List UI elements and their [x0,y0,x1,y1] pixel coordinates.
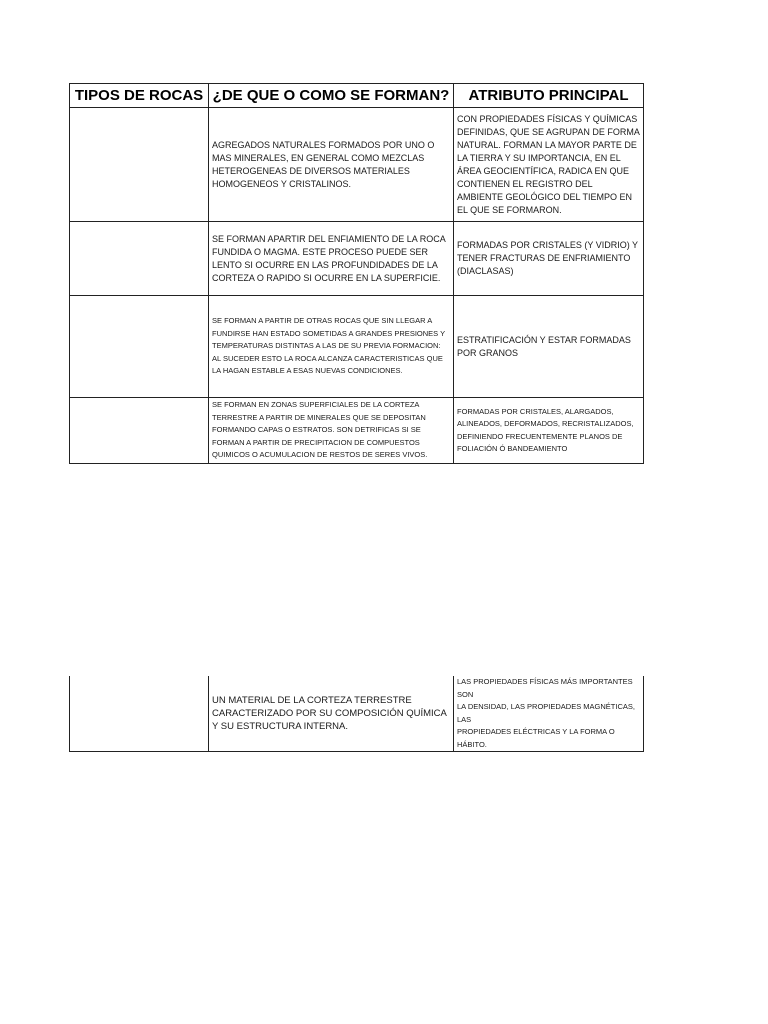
table-row [70,398,644,464]
mineral-table-fragment [69,676,644,752]
header-row [70,84,644,108]
header-tipos-de-rocas: TIPOS DE ROCAS [70,84,209,108]
cell-formacion: AGREGADOS NATURALES FORMADOS POR UNO O MAS MINERALES, EN GENERAL COMO MEZCLAS HETEROGENEAS DE DIVERSOS MATERIALES HOMOGENEOS Y CRISTALINOS. [209,108,454,222]
cell-tipo [70,398,209,464]
table-row [70,222,644,296]
cell-formacion: SE FORMAN APARTIR DEL ENFIAMIENTO DE LA ROCA FUNDIDA O MAGMA. ESTE PROCESO PUEDE SER LENTO SI OCURRE EN LAS PROFUNDIDADES DE LA CORTEZA O RAPIDO SI OCURRE EN LA SUPERFICIE. [209,222,454,296]
cell-tipo [70,676,209,752]
cell-formacion: SE FORMAN EN ZONAS SUPERFICIALES DE LA CORTEZA TERRESTRE A PARTIR DE MINERALES QUE SE DEPOSITAN FORMANDO CAPAS O ESTRATOS. SON DETRIFICAS SI SE FORMAN A PARTIR DE PRECIPITACION DE COMPUESTOS QUIMICOS O ACUMULACION DE RESTOS DE SERES VIVOS. [209,398,454,464]
table-row [70,296,644,398]
header-como-se-forman: ¿DE QUE O COMO SE FORMAN? [209,84,454,108]
table-row [70,108,644,222]
table-row [70,676,644,752]
cell-tipo [70,222,209,296]
cell-atributo: FORMADAS POR CRISTALES, ALARGADOS, ALINEADOS, DEFORMADOS, RECRISTALIZADOS, DEFINIENDO FRECUENTEMENTE PLANOS DE FOLIACIÓN Ó BANDEAMIENTO [454,398,644,464]
cell-formacion: SE FORMAN A PARTIR DE OTRAS ROCAS QUE SIN LLEGAR A FUNDIRSE HAN ESTADO SOMETIDAS A GRANDES PRESIONES Y TEMPERATURAS DISTINTAS A LAS DE SU PREVIA FORMACION: AL SUCEDER ESTO LA ROCA ALCANZA CARACTERISTICAS QUE LA HAGAN ESTABLE A ESAS NUEVAS CONDICIONES. [209,296,454,398]
header-atributo-principal: ATRIBUTO PRINCIPAL [454,84,644,108]
cell-atributo: CON PROPIEDADES FÍSICAS Y QUÍMICAS DEFINIDAS, QUE SE AGRUPAN DE FORMA NATURAL. FORMAN LA MAYOR PARTE DE LA TIERRA Y SU IMPORTANCIA, EN EL ÁREA GEOCIENTÍFICA, RADICA EN QUE CONTIENEN EL REGISTRO DEL AMBIENTE GEOLÓGICO DEL TIEMPO EN EL QUE SE FORMARON. [454,108,644,222]
cell-formacion: UN MATERIAL DE LA CORTEZA TERRESTRE CARACTERIZADO POR SU COMPOSICIÓN QUÍMICA Y SU ESTRUCTURA INTERNA. [209,676,454,752]
rock-types-table [69,83,644,464]
cell-atributo-text: LAS PROPIEDADES FÍSICAS MÁS IMPORTANTES SON LA DENSIDAD, LAS PROPIEDADES MAGNÉTICAS, LAS PROPIEDADES ELÉCTRICAS Y LA FORMA O HÁBITO. [457,677,635,749]
cell-atributo: FORMADAS POR CRISTALES (Y VIDRIO) Y TENER FRACTURAS DE ENFRIAMIENTO (DIACLASAS) [454,222,644,296]
cell-tipo [70,108,209,222]
cell-atributo [454,676,644,752]
cell-atributo: ESTRATIFICACIÓN Y ESTAR FORMADAS POR GRANOS [454,296,644,398]
cell-tipo [70,296,209,398]
